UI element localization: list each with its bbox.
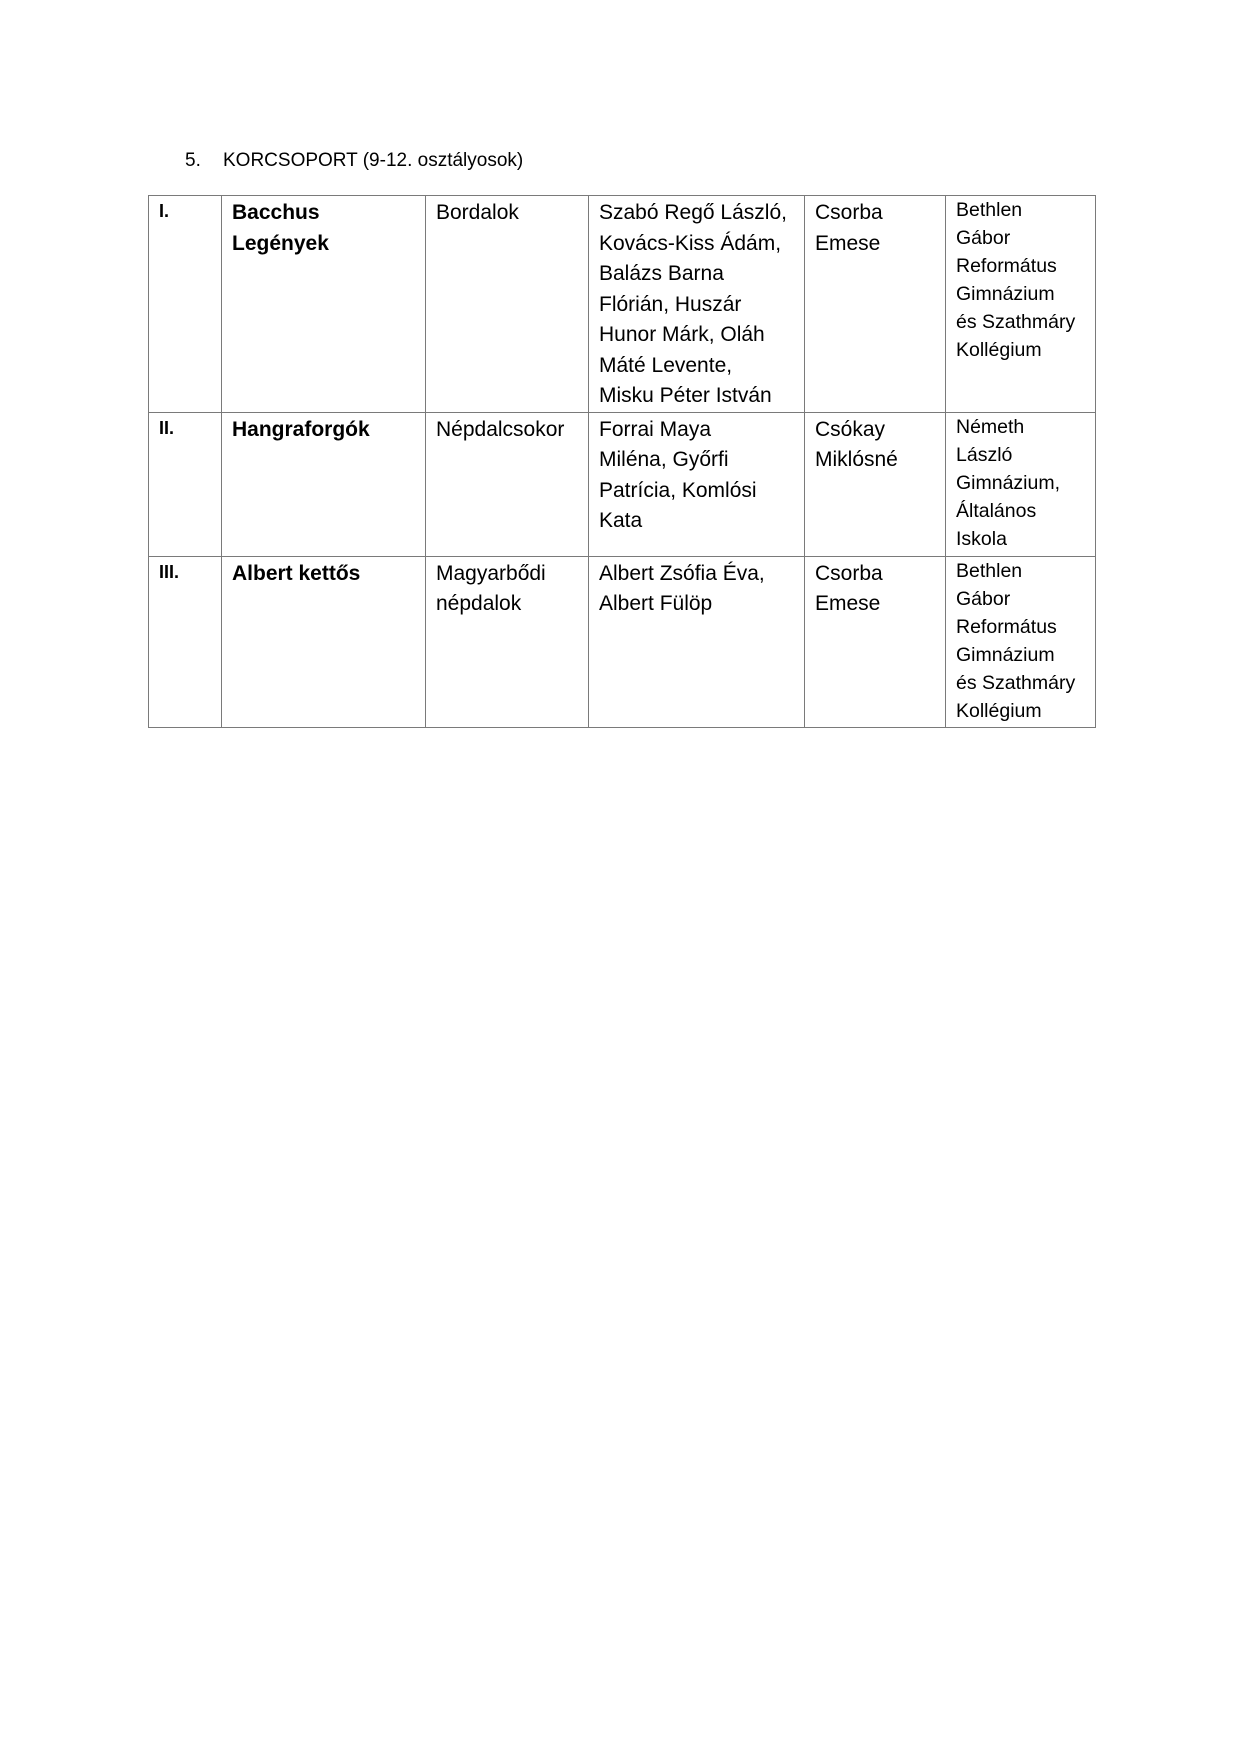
school-cell: Bethlen Gábor Református Gimnázium és Szathmáry Kollégium [946,556,1096,727]
section-number: 5. [185,150,201,171]
section-title: KORCSOPORT (9-12. osztályosok) [223,150,524,171]
section-heading [185,149,523,173]
school-cell: Németh László Gimnázium, Általános Iskola [946,412,1096,556]
teacher-cell: Csorba Emese [805,556,946,727]
school-cell: Bethlen Gábor Református Gimnázium és Szathmáry Kollégium [946,196,1096,413]
category-cell: Magyarbődi népdalok [426,556,589,727]
results-table [148,195,1096,728]
rank-cell: I. [149,196,222,413]
category-cell: Bordalok [426,196,589,413]
table-row [149,556,1096,727]
ensemble-name-cell: Albert kettős [222,556,426,727]
ensemble-name-cell: Hangraforgók [222,412,426,556]
members-cell: Forrai Maya Miléna, Győrfi Patrícia, Komlósi Kata [589,412,805,556]
rank-cell: III. [149,556,222,727]
teacher-cell: Csókay Miklósné [805,412,946,556]
rank-cell: II. [149,412,222,556]
table-row [149,196,1096,413]
members-cell: Szabó Regő László, Kovács-Kiss Ádám, Balázs Barna Flórián, Huszár Hunor Márk, Oláh Máté Levente, Misku Péter István [589,196,805,413]
table-row [149,412,1096,556]
ensemble-name-cell: Bacchus Legények [222,196,426,413]
members-cell: Albert Zsófia Éva, Albert Fülöp [589,556,805,727]
category-cell: Népdalcsokor [426,412,589,556]
teacher-cell: Csorba Emese [805,196,946,413]
